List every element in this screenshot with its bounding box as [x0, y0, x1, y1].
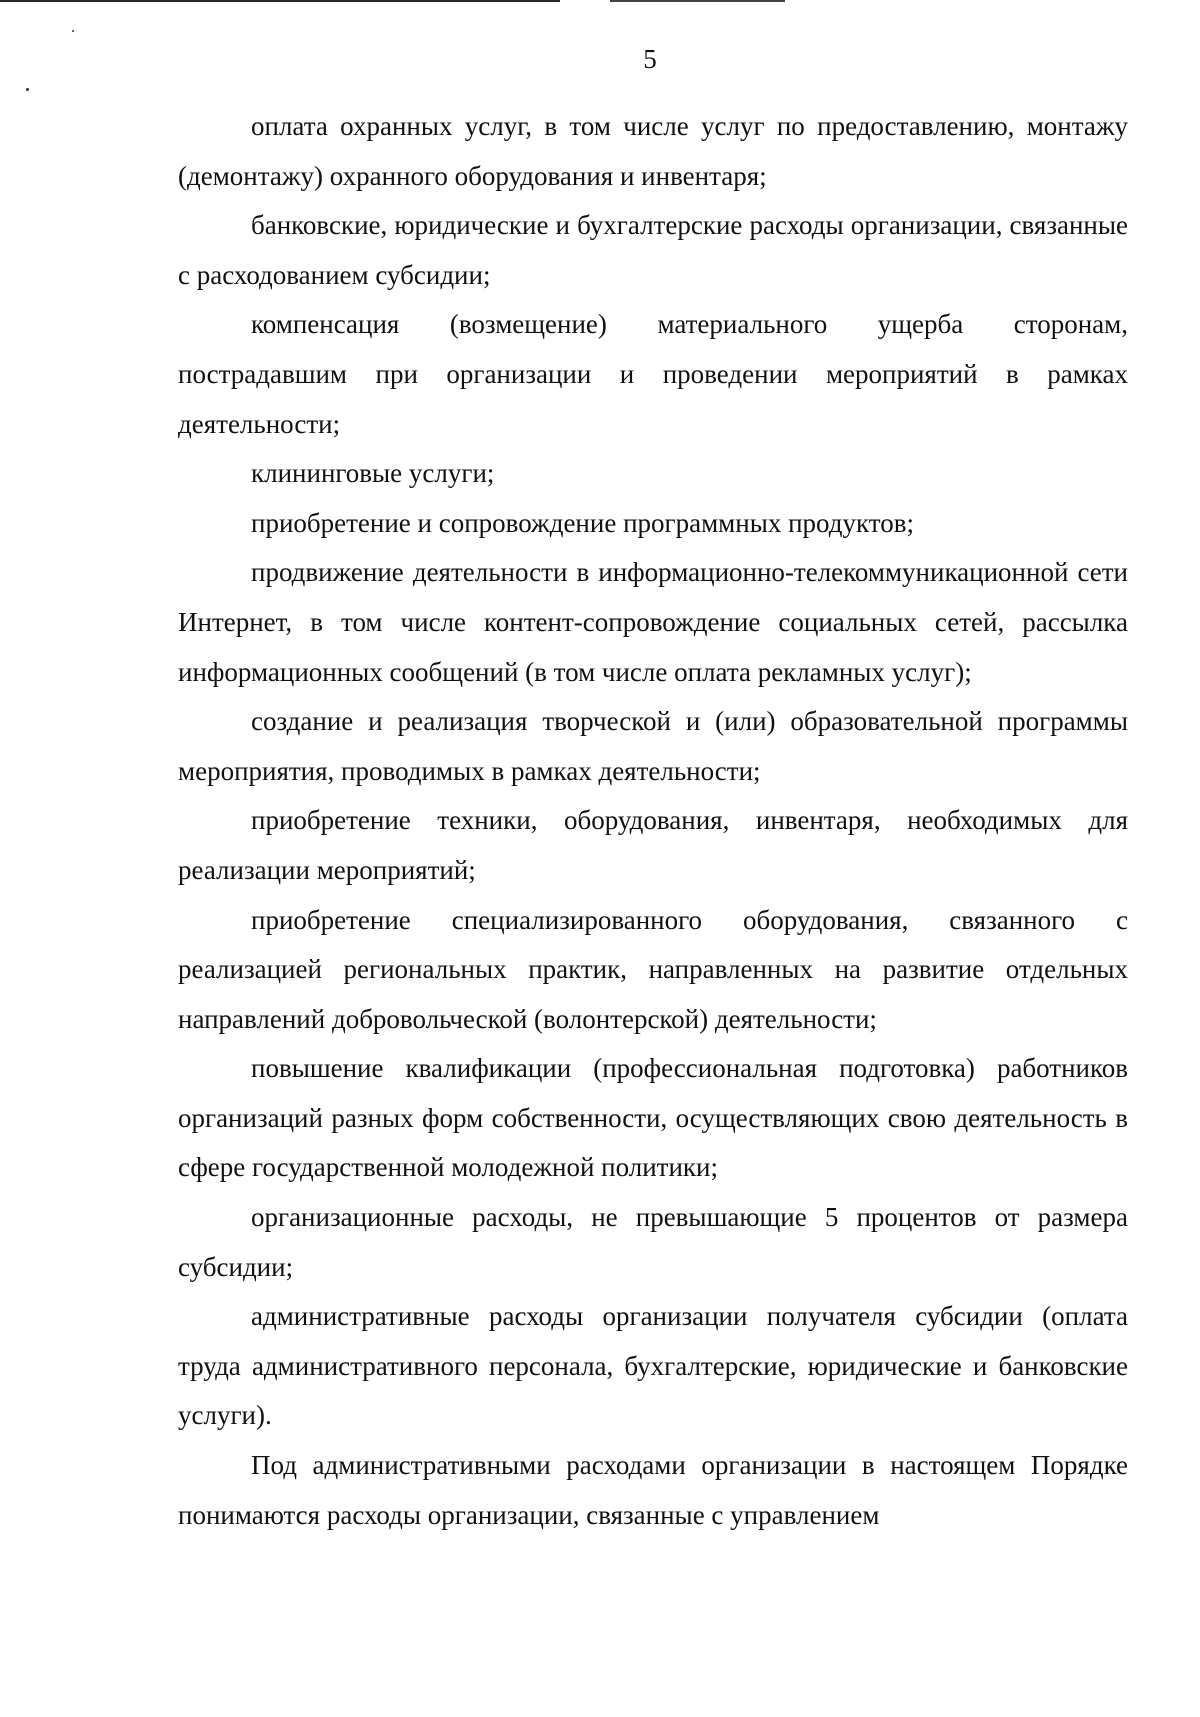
document-body	[178, 102, 1128, 1540]
paragraph: создание и реализация творческой и (или) образовательной программы мероприятия, проводимых в рамках деятельности;	[178, 706, 1128, 786]
paragraph: клининговые услуги;	[251, 458, 495, 489]
paragraph: приобретение и сопровождение программных продуктов;	[251, 507, 914, 538]
paragraph: приобретение специализированного оборудования, связанного с реализацией региональных практик, направленных на развитие отдельных направлений добровольческой (волонтерской) деятельности;	[178, 904, 1128, 1034]
paragraph: организационные расходы, не превышающие 5 процентов от размера субсидии;	[178, 1202, 1128, 1282]
paragraph: компенсация (возмещение) материального ущерба сторонам, пострадавшим при организации и проведении мероприятий в рамках деятельности;	[178, 309, 1128, 439]
paragraph: повышение квалификации (профессиональная подготовка) работников организаций разных форм собственности, осуществляющих свою деятельность в сфере государственной молодежной политики;	[178, 1053, 1128, 1183]
scan-speck	[26, 88, 29, 91]
paragraph: банковские, юридические и бухгалтерские расходы организации, связанные с расходованием субсидии;	[178, 210, 1128, 290]
paragraph: продвижение деятельности в информационно-телекоммуникационной сети Интернет, в том числе контент-сопровождение социальных сетей, рассылка информационных сообщений (в том числе оплата рекламных услуг);	[178, 557, 1128, 687]
paragraph: оплата охранных услуг, в том числе услуг по предоставлению, монтажу (демонтажу) охранного оборудования и инвентаря;	[178, 111, 1128, 191]
paragraph: Под административными расходами организации в настоящем Порядке понимаются расходы организации, связанные с управлением	[178, 1450, 1128, 1530]
paragraph: административные расходы организации получателя субсидии (оплата труда административного персонала, бухгалтерские, юридические и банковские услуги).	[178, 1301, 1128, 1431]
paragraph: приобретение техники, оборудования, инвентаря, необходимых для реализации мероприятий;	[178, 805, 1128, 885]
scan-edge	[610, 0, 785, 2]
scan-edge	[0, 0, 560, 2]
page-number: 5	[643, 44, 657, 74]
scan-speck	[72, 30, 74, 32]
